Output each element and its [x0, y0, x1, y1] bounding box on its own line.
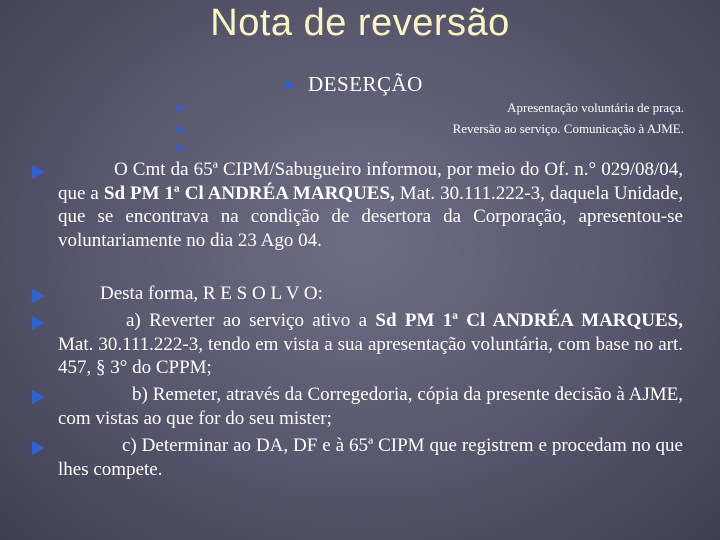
- para1-rest: Mat. 30.111.222-3, daquela Unidade, que se encontrava na condição de desertora da Corporação, apresentou-se voluntariamente no dia 23 Ago 04.: [58, 182, 684, 251]
- paragraph-item-c: [58, 434, 683, 481]
- slide-title: Nota de reversão: [210, 2, 510, 44]
- triangle-right-icon: [177, 144, 185, 153]
- para5-text: c) Determinar ao DA, DF e à 65ª CIPM que registrem e procedam no que lhes compete.: [58, 435, 683, 480]
- section-heading: [308, 72, 423, 97]
- triangle-right-icon: [177, 125, 185, 134]
- paragraph-item-a: [58, 309, 683, 380]
- paragraph-resolve: [58, 282, 683, 306]
- paragraph-item-b: [58, 383, 683, 430]
- subline-1: Apresentação voluntária de praça.: [507, 100, 684, 115]
- triangle-right-icon: [284, 79, 296, 91]
- para3-name: Sd PM 1ª Cl ANDRÉA MARQUES,: [375, 310, 683, 331]
- para3-rest: Mat. 30.111.222-3, tendo em vista a sua apresentação voluntária, com base no art. 457, § 3° do CPPM;: [58, 333, 683, 378]
- para4-text: b) Remeter, através da Corregedoria, cópia da presente decisão à AJME, com vistas ao que for do seu mister;: [58, 384, 683, 429]
- para1-name: Sd PM 1ª Cl ANDRÉA MARQUES,: [103, 182, 395, 204]
- triangle-right-icon: [32, 289, 45, 303]
- triangle-right-icon: [177, 103, 185, 112]
- triangle-right-icon: [32, 165, 45, 179]
- para2-text: Desta forma, R E S O L V O:: [100, 283, 323, 304]
- para1-text: O Cmt da 65ª CIPM/Sabugueiro informou, por meio do Of. n.° 029/08/04, que a: [58, 159, 683, 204]
- para3-text: a) Reverter ao serviço ativo a: [126, 310, 376, 331]
- triangle-right-icon: [32, 390, 45, 404]
- subline-2: Reversão ao serviço. Comunicação à AJME.: [452, 121, 684, 136]
- triangle-right-icon: [32, 441, 45, 455]
- triangle-right-icon: [32, 316, 45, 330]
- heading-text: DESERÇÃO: [308, 72, 423, 96]
- paragraph-communication: [58, 158, 683, 252]
